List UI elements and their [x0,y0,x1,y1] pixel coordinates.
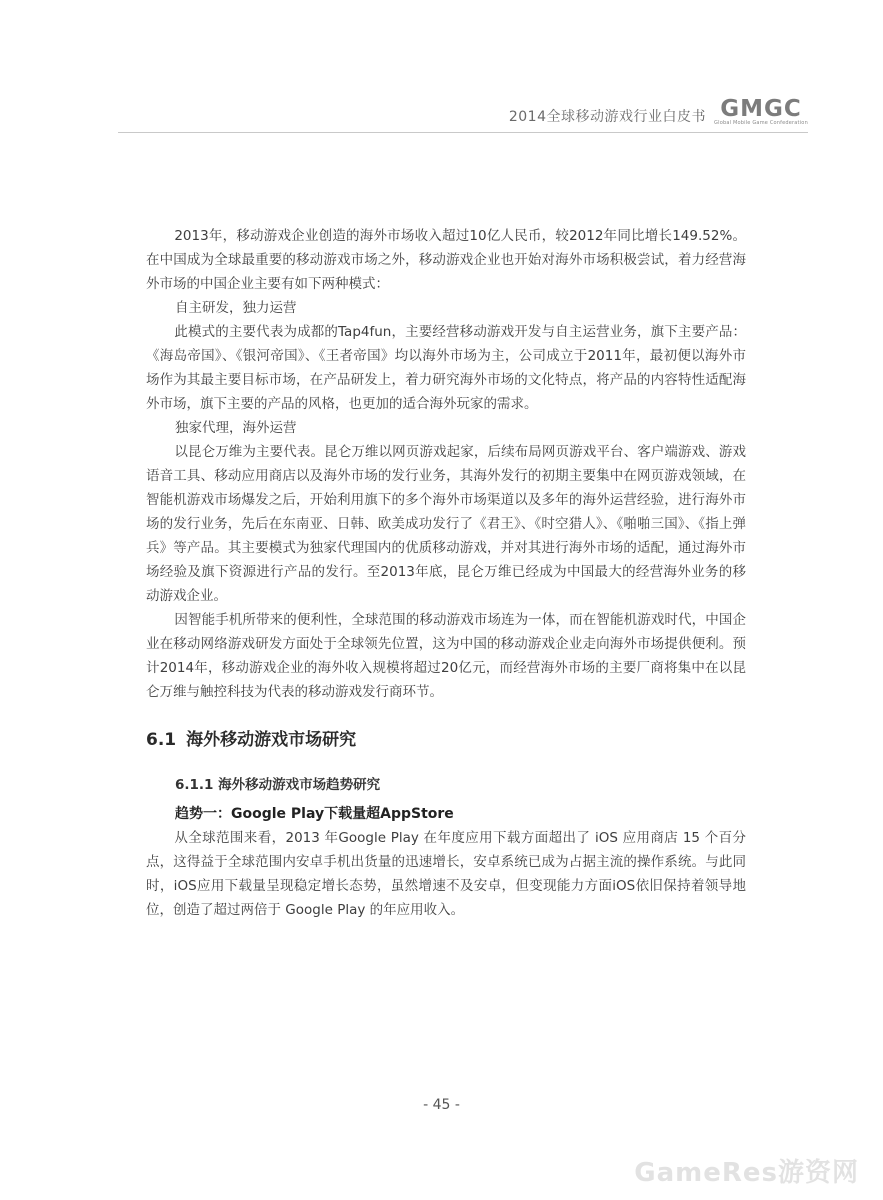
document-title: 2014全球移动游戏行业白皮书 [508,109,706,125]
page-header [118,96,808,133]
section-heading [146,728,746,752]
watermark: GameRes游资网 [634,1158,859,1188]
section-title: 海外移动游戏市场研究 [186,730,357,750]
page-number: - 45 - [423,1097,460,1113]
logo-mark: GMGC [720,96,802,122]
section-number: 6.1 [146,730,177,750]
paragraph-outlook: 因智能手机所带来的便利性，全球范围的移动游戏市场连为一体，而在智能机游戏时代，中国企业在移动网络游戏研发方面处于全球领先位置，这为中国的移动游戏企业走向海外市场提供便利。预计2014年，移动游戏企业的海外收入规模将超过20亿元，而经营海外市场的主要厂商将集中在以昆仑万维与触控科技为代表的移动游戏发行商环节。 [146,612,746,700]
paragraph-tap4fun: 此模式的主要代表为成都的Tap4fun，主要经营移动游戏开发与自主运营业务，旗下主要产品：《海岛帝国》、《银河帝国》、《王者帝国》均以海外市场为主，公司成立于2011年，最初便以海外市场作为其最主要目标市场，在产品研发上，着力研究海外市场的文化特点，将产品的内容特性适配海外市场，旗下主要的产品的风格，也更加的适合海外玩家的需求。 [146,324,746,412]
logo-subtitle: Global Mobile Game Confederation [714,120,808,126]
paragraph-kunlun: 以昆仑万维为主要代表。昆仑万维以网页游戏起家，后续布局网页游戏平台、客户端游戏、游戏语音工具、移动应用商店以及海外市场的发行业务，其海外发行的初期主要集中在网页游戏领域，在智能机游戏市场爆发之后，开始利用旗下的多个海外市场渠道以及多年的海外运营经验，进行海外市场的发行业务，先后在东南亚、日韩、欧美成功发行了《君王》、《时空猎人》、《啪啪三国》、《指上弹兵》等产品。其主要模式为独家代理国内的优质移动游戏，并对其进行海外市场的适配，通过海外市场经验及旗下资源进行产品的发行。至2013年底，昆仑万维已经成为中国最大的经营海外业务的移动游戏企业。 [146,444,746,604]
mode-2-title: 独家代理，海外运营 [175,420,297,436]
paragraph-overseas-revenue: 2013年，移动游戏企业创造的海外市场收入超过10亿人民币，较2012年同比增长149.52%。在中国成为全球最重要的移动游戏市场之外，移动游戏企业也开始对海外市场积极尝试，着力经营海外市场的中国企业主要有如下两种模式： [146,228,746,292]
page-content [146,224,746,922]
mode-1-title: 自主研发，独力运营 [175,300,297,316]
subsection-heading: 6.1.1 海外移动游戏市场趋势研究 [175,777,381,793]
trend-heading: 趋势一：Google Play下载量超AppStore [175,806,454,822]
paragraph-google-play: 从全球范围来看，2013 年Google Play 在年度应用下载方面超出了 iOS 应用商店 15 个百分点，这得益于全球范围内安卓手机出货量的迅速增长，安卓系统已成为占据主流的操作系统。与此同时，iOS应用下载量呈现稳定增长态势，虽然增速不及安卓，但变现能力方面iOS依旧保持着领导地位，创造了超过两倍于 Google Play 的年应用收入。 [146,830,746,918]
gmgc-logo [714,98,808,126]
